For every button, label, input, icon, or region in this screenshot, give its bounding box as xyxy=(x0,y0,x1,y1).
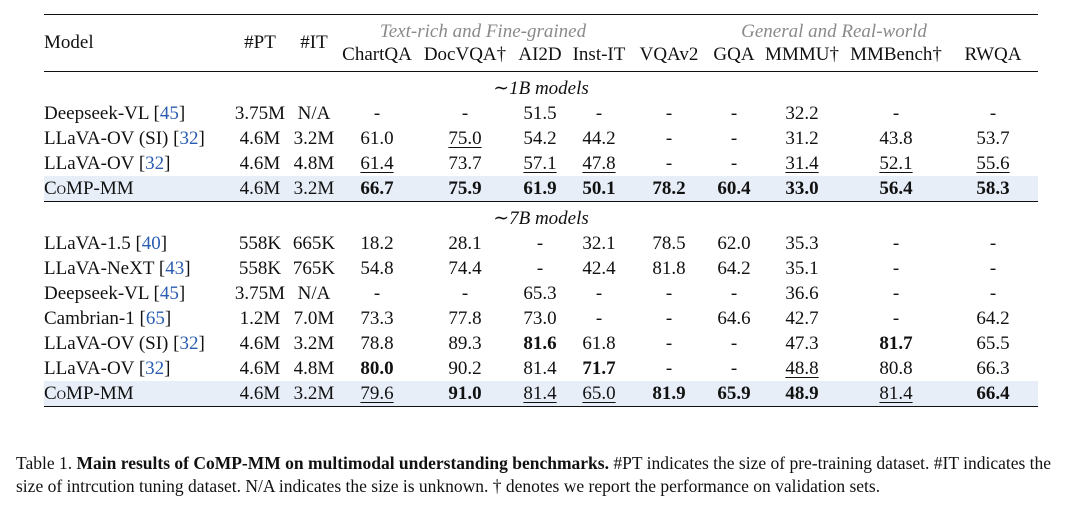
score-value: - xyxy=(989,283,997,304)
col-header-rwqa: RWQA xyxy=(948,43,1038,72)
col-header-docvqa: DocVQA† xyxy=(418,43,512,72)
caption-prefix: Table 1. xyxy=(16,453,77,473)
score-cell xyxy=(948,151,1038,176)
pt-size-cell: 558K xyxy=(238,233,282,254)
score-cell xyxy=(336,231,418,256)
score-value: - xyxy=(730,358,738,379)
score-cell xyxy=(512,176,568,202)
score-cell xyxy=(948,331,1038,356)
citation-link[interactable]: 32 xyxy=(179,333,199,354)
model-name: CoMP-MM xyxy=(44,178,134,199)
model-name: LLaVA-OV xyxy=(44,153,135,174)
score-value: 64.2 xyxy=(976,308,1010,329)
score-cell xyxy=(844,151,948,176)
score-value: 52.1 xyxy=(879,153,913,174)
it-size-cell: 765K xyxy=(292,258,336,279)
model-name-cell: LLaVA-OV (SI) [32] xyxy=(44,333,205,354)
score-value: - xyxy=(665,333,673,354)
score-value: 35.1 xyxy=(785,258,819,279)
group-header-general: General and Real-world xyxy=(630,15,1038,44)
col-header-model: Model xyxy=(44,31,228,60)
score-cell xyxy=(568,331,630,356)
pt-size-cell: 558K xyxy=(238,258,282,279)
score-value: 65.0 xyxy=(582,383,616,404)
score-cell xyxy=(844,101,948,126)
score-value: - xyxy=(461,283,469,304)
score-cell xyxy=(336,331,418,356)
score-cell xyxy=(760,356,844,381)
table-row xyxy=(44,281,1038,306)
score-cell xyxy=(948,126,1038,151)
score-cell xyxy=(708,281,760,306)
table-row xyxy=(44,256,1038,281)
it-size-cell: 4.8M xyxy=(293,358,335,379)
score-value: 31.4 xyxy=(785,153,819,174)
citation-link[interactable]: 32 xyxy=(145,153,165,174)
score-cell xyxy=(336,126,418,151)
score-cell xyxy=(418,101,512,126)
it-size-cell: 3.2M xyxy=(292,381,336,407)
table-row xyxy=(44,126,1038,151)
table-body xyxy=(44,72,1038,407)
score-value: 65.3 xyxy=(523,283,557,304)
score-cell xyxy=(760,381,844,407)
score-value: 81.4 xyxy=(523,358,557,379)
col-header-gqa: GQA xyxy=(708,43,760,72)
score-cell xyxy=(568,176,630,202)
score-cell xyxy=(708,231,760,256)
score-value: 43.8 xyxy=(879,128,913,149)
score-value: 54.8 xyxy=(360,258,394,279)
score-cell xyxy=(948,256,1038,281)
score-cell xyxy=(708,306,760,331)
score-value: - xyxy=(461,103,469,124)
score-cell xyxy=(336,176,418,202)
model-name: LLaVA-OV (SI) xyxy=(44,128,169,149)
score-value: 75.9 xyxy=(448,178,482,199)
score-cell xyxy=(948,231,1038,256)
citation-link[interactable]: 40 xyxy=(141,233,161,254)
score-cell xyxy=(418,356,512,381)
score-cell xyxy=(630,126,708,151)
score-cell xyxy=(336,381,418,407)
score-value: 75.0 xyxy=(448,128,482,149)
col-header-vqav2: VQAv2 xyxy=(630,43,708,72)
score-cell xyxy=(844,356,948,381)
model-name-cell: Deepseek-VL [45] xyxy=(44,283,186,304)
score-cell xyxy=(760,306,844,331)
citation-link[interactable]: 43 xyxy=(165,258,185,279)
group-header-text-rich: Text-rich and Fine-grained xyxy=(336,15,630,44)
score-value: - xyxy=(730,283,738,304)
caption-title: Main results of CoMP-MM on multimodal understanding benchmarks. xyxy=(76,453,609,473)
score-cell xyxy=(568,126,630,151)
score-cell xyxy=(630,331,708,356)
model-name: LLaVA-1.5 xyxy=(44,233,131,254)
score-value: 81.4 xyxy=(523,383,557,404)
score-cell xyxy=(336,306,418,331)
score-value: 57.1 xyxy=(523,153,557,174)
score-value: - xyxy=(730,333,738,354)
score-value: 32.2 xyxy=(785,103,819,124)
citation-link[interactable]: 45 xyxy=(159,103,179,124)
score-value: 90.2 xyxy=(448,358,482,379)
score-value: - xyxy=(730,103,738,124)
score-value: 35.3 xyxy=(785,233,819,254)
col-header-it: #IT xyxy=(292,31,336,60)
score-cell xyxy=(708,256,760,281)
model-name: LLaVA-NeXT xyxy=(44,258,155,279)
score-cell xyxy=(760,176,844,202)
score-cell xyxy=(568,231,630,256)
score-value: 64.2 xyxy=(717,258,751,279)
score-value: 77.8 xyxy=(448,308,482,329)
score-cell xyxy=(336,151,418,176)
score-value: 80.0 xyxy=(360,358,394,379)
score-value: 33.0 xyxy=(785,178,819,199)
score-value: 55.6 xyxy=(976,153,1010,174)
score-value: - xyxy=(665,153,673,174)
score-cell xyxy=(568,381,630,407)
score-cell xyxy=(844,281,948,306)
score-value: 78.5 xyxy=(652,233,686,254)
score-cell xyxy=(630,356,708,381)
model-name: LLaVA-OV (SI) xyxy=(44,333,169,354)
score-value: - xyxy=(730,153,738,174)
col-header-mmbench: MMBench† xyxy=(844,43,948,72)
score-value: 48.9 xyxy=(785,383,819,404)
score-value: 65.5 xyxy=(976,333,1010,354)
score-cell xyxy=(844,381,948,407)
score-value: 51.5 xyxy=(523,103,557,124)
score-value: - xyxy=(373,283,381,304)
score-cell xyxy=(512,306,568,331)
score-cell xyxy=(418,306,512,331)
score-cell xyxy=(568,151,630,176)
pt-size-cell: 4.6M xyxy=(239,128,281,149)
citation-link[interactable]: 65 xyxy=(145,308,165,329)
score-cell xyxy=(568,101,630,126)
score-cell xyxy=(568,356,630,381)
score-cell xyxy=(760,101,844,126)
score-value: 48.8 xyxy=(785,358,819,379)
score-cell xyxy=(336,101,418,126)
score-cell xyxy=(630,256,708,281)
score-value: 62.0 xyxy=(717,233,751,254)
score-value: 78.2 xyxy=(652,178,686,199)
table-row xyxy=(44,151,1038,176)
score-cell xyxy=(568,281,630,306)
caption-text: #PT indicates the size of pre-training dataset. #IT indicates the size of intrcution tuning dataset. N/A indicates the size is unknown. † denotes we report the performance on validation sets. xyxy=(16,453,1052,496)
score-value: 42.4 xyxy=(582,258,616,279)
it-size-cell: N/A xyxy=(297,103,331,124)
score-value: - xyxy=(892,233,900,254)
score-cell xyxy=(630,151,708,176)
score-cell xyxy=(512,151,568,176)
score-cell xyxy=(948,101,1038,126)
score-cell xyxy=(760,281,844,306)
score-value: 71.7 xyxy=(582,358,616,379)
col-header-pt: #PT xyxy=(228,31,292,60)
score-cell xyxy=(630,101,708,126)
score-value: 54.2 xyxy=(523,128,557,149)
it-size-cell: N/A xyxy=(297,283,331,304)
score-value: 81.9 xyxy=(652,383,686,404)
citation-link[interactable]: 45 xyxy=(159,283,179,304)
score-cell xyxy=(948,356,1038,381)
col-header-ai2d: AI2D xyxy=(512,43,568,72)
score-cell xyxy=(844,306,948,331)
table-caption xyxy=(16,452,1068,498)
table-row xyxy=(44,101,1038,126)
score-cell xyxy=(760,231,844,256)
model-name: LLaVA-OV xyxy=(44,358,135,379)
pt-size-cell: 4.6M xyxy=(228,176,292,202)
model-name-cell xyxy=(44,381,228,407)
score-value: - xyxy=(892,283,900,304)
score-cell xyxy=(630,381,708,407)
it-size-cell: 7.0M xyxy=(293,308,335,329)
model-name: Cambrian-1 xyxy=(44,308,135,329)
score-value: 79.6 xyxy=(360,383,394,404)
col-header-instit: Inst-IT xyxy=(568,43,630,72)
score-cell xyxy=(336,281,418,306)
score-value: 53.7 xyxy=(976,128,1010,149)
score-value: 81.6 xyxy=(523,333,557,354)
score-value: 32.1 xyxy=(582,233,616,254)
section-label: ∼7B models xyxy=(44,202,1038,232)
score-value: 31.2 xyxy=(785,128,819,149)
score-value: 81.8 xyxy=(652,258,686,279)
column-header-row xyxy=(44,43,1038,72)
score-value: 61.9 xyxy=(523,178,557,199)
score-cell xyxy=(948,281,1038,306)
score-cell xyxy=(708,151,760,176)
it-size-cell: 3.2M xyxy=(292,176,336,202)
citation-link[interactable]: 32 xyxy=(179,128,199,149)
score-cell xyxy=(708,126,760,151)
score-cell xyxy=(844,331,948,356)
score-value: 81.7 xyxy=(879,333,913,354)
score-value: 89.3 xyxy=(448,333,482,354)
score-value: 66.4 xyxy=(976,383,1010,404)
pt-size-cell: 3.75M xyxy=(234,283,286,304)
table-row xyxy=(44,381,1038,407)
score-cell xyxy=(708,176,760,202)
score-value: - xyxy=(536,233,544,254)
score-value: 91.0 xyxy=(448,383,482,404)
score-value: 58.3 xyxy=(976,178,1010,199)
score-cell xyxy=(844,231,948,256)
score-cell xyxy=(948,176,1038,202)
score-value: 81.4 xyxy=(879,383,913,404)
score-cell xyxy=(708,101,760,126)
score-value: 56.4 xyxy=(879,178,913,199)
table-row xyxy=(44,306,1038,331)
pt-size-cell: 4.6M xyxy=(228,381,292,407)
score-value: 66.7 xyxy=(360,178,394,199)
table-row xyxy=(44,356,1038,381)
score-cell xyxy=(418,381,512,407)
score-value: 61.8 xyxy=(582,333,616,354)
score-cell xyxy=(568,256,630,281)
score-cell xyxy=(760,151,844,176)
it-size-cell: 3.2M xyxy=(293,333,335,354)
score-cell xyxy=(418,126,512,151)
pt-size-cell: 3.75M xyxy=(234,103,286,124)
score-value: 73.0 xyxy=(523,308,557,329)
score-cell xyxy=(844,176,948,202)
score-cell xyxy=(512,381,568,407)
score-value: - xyxy=(989,258,997,279)
score-value: 73.3 xyxy=(360,308,394,329)
score-value: - xyxy=(595,308,603,329)
score-cell xyxy=(512,281,568,306)
score-value: - xyxy=(665,103,673,124)
model-name-cell: LLaVA-OV [32] xyxy=(44,153,171,174)
score-cell xyxy=(512,101,568,126)
pt-size-cell: 1.2M xyxy=(239,308,281,329)
pt-size-cell: 4.6M xyxy=(239,358,281,379)
score-value: 66.3 xyxy=(976,358,1010,379)
score-cell xyxy=(708,331,760,356)
score-value: 47.3 xyxy=(785,333,819,354)
score-value: 74.4 xyxy=(448,258,482,279)
score-cell xyxy=(760,256,844,281)
score-cell xyxy=(418,256,512,281)
model-name-cell xyxy=(44,176,228,202)
model-name: Deepseek-VL xyxy=(44,103,149,124)
score-value: - xyxy=(989,103,997,124)
score-cell xyxy=(418,331,512,356)
model-name-cell: LLaVA-OV (SI) [32] xyxy=(44,128,205,149)
score-value: - xyxy=(892,103,900,124)
score-cell xyxy=(512,126,568,151)
score-cell xyxy=(708,381,760,407)
score-value: - xyxy=(595,283,603,304)
score-cell xyxy=(844,256,948,281)
score-cell xyxy=(844,126,948,151)
score-value: - xyxy=(730,128,738,149)
score-cell xyxy=(418,281,512,306)
score-cell xyxy=(630,231,708,256)
score-cell xyxy=(630,281,708,306)
score-value: - xyxy=(665,128,673,149)
score-cell xyxy=(708,356,760,381)
table-row xyxy=(44,176,1038,202)
section-label: ∼1B models xyxy=(493,78,589,99)
score-cell xyxy=(336,356,418,381)
score-value: - xyxy=(665,358,673,379)
score-value: 61.0 xyxy=(360,128,394,149)
score-cell xyxy=(418,231,512,256)
score-value: - xyxy=(665,283,673,304)
score-value: - xyxy=(373,103,381,124)
section-label-row xyxy=(44,72,1038,102)
score-value: 64.6 xyxy=(717,308,751,329)
score-cell xyxy=(948,306,1038,331)
score-value: 50.1 xyxy=(582,178,616,199)
score-cell xyxy=(512,356,568,381)
col-header-mmmu: MMMU† xyxy=(760,43,844,72)
model-name-cell: LLaVA-1.5 [40] xyxy=(44,233,168,254)
score-cell xyxy=(948,381,1038,407)
it-size-cell: 3.2M xyxy=(293,128,335,149)
results-table xyxy=(44,14,1038,407)
score-value: 61.4 xyxy=(360,153,394,174)
score-value: - xyxy=(665,308,673,329)
score-value: 44.2 xyxy=(582,128,616,149)
score-value: 18.2 xyxy=(360,233,394,254)
score-cell xyxy=(568,306,630,331)
section-label-row xyxy=(44,202,1038,232)
table-row xyxy=(44,231,1038,256)
score-value: 78.8 xyxy=(360,333,394,354)
score-cell xyxy=(512,331,568,356)
score-value: 65.9 xyxy=(717,383,751,404)
table-row xyxy=(44,331,1038,356)
score-value: 60.4 xyxy=(717,178,751,199)
score-value: 73.7 xyxy=(448,153,482,174)
it-size-cell: 4.8M xyxy=(293,153,335,174)
score-value: 28.1 xyxy=(448,233,482,254)
score-value: 47.8 xyxy=(582,153,616,174)
score-value: - xyxy=(595,103,603,124)
pt-size-cell: 4.6M xyxy=(239,333,281,354)
score-cell xyxy=(336,256,418,281)
score-cell xyxy=(512,231,568,256)
score-cell xyxy=(418,151,512,176)
citation-link[interactable]: 32 xyxy=(145,358,165,379)
score-cell xyxy=(630,306,708,331)
score-value: - xyxy=(989,233,997,254)
model-name-cell: LLaVA-OV [32] xyxy=(44,358,171,379)
score-cell xyxy=(418,176,512,202)
it-size-cell: 665K xyxy=(292,233,336,254)
pt-size-cell: 4.6M xyxy=(239,153,281,174)
model-name-cell: LLaVA-NeXT [43] xyxy=(44,258,191,279)
col-header-chartqa: ChartQA xyxy=(336,43,418,72)
model-name: CoMP-MM xyxy=(44,383,134,404)
score-cell xyxy=(760,331,844,356)
score-value: 42.7 xyxy=(785,308,819,329)
score-cell xyxy=(630,176,708,202)
score-value: 80.8 xyxy=(879,358,913,379)
score-value: - xyxy=(536,258,544,279)
model-name: Deepseek-VL xyxy=(44,283,149,304)
model-name-cell: Cambrian-1 [65] xyxy=(44,308,172,329)
score-cell xyxy=(760,126,844,151)
score-value: 36.6 xyxy=(785,283,819,304)
score-value: - xyxy=(892,258,900,279)
score-value: - xyxy=(892,308,900,329)
model-name-cell: Deepseek-VL [45] xyxy=(44,103,186,124)
score-cell xyxy=(512,256,568,281)
